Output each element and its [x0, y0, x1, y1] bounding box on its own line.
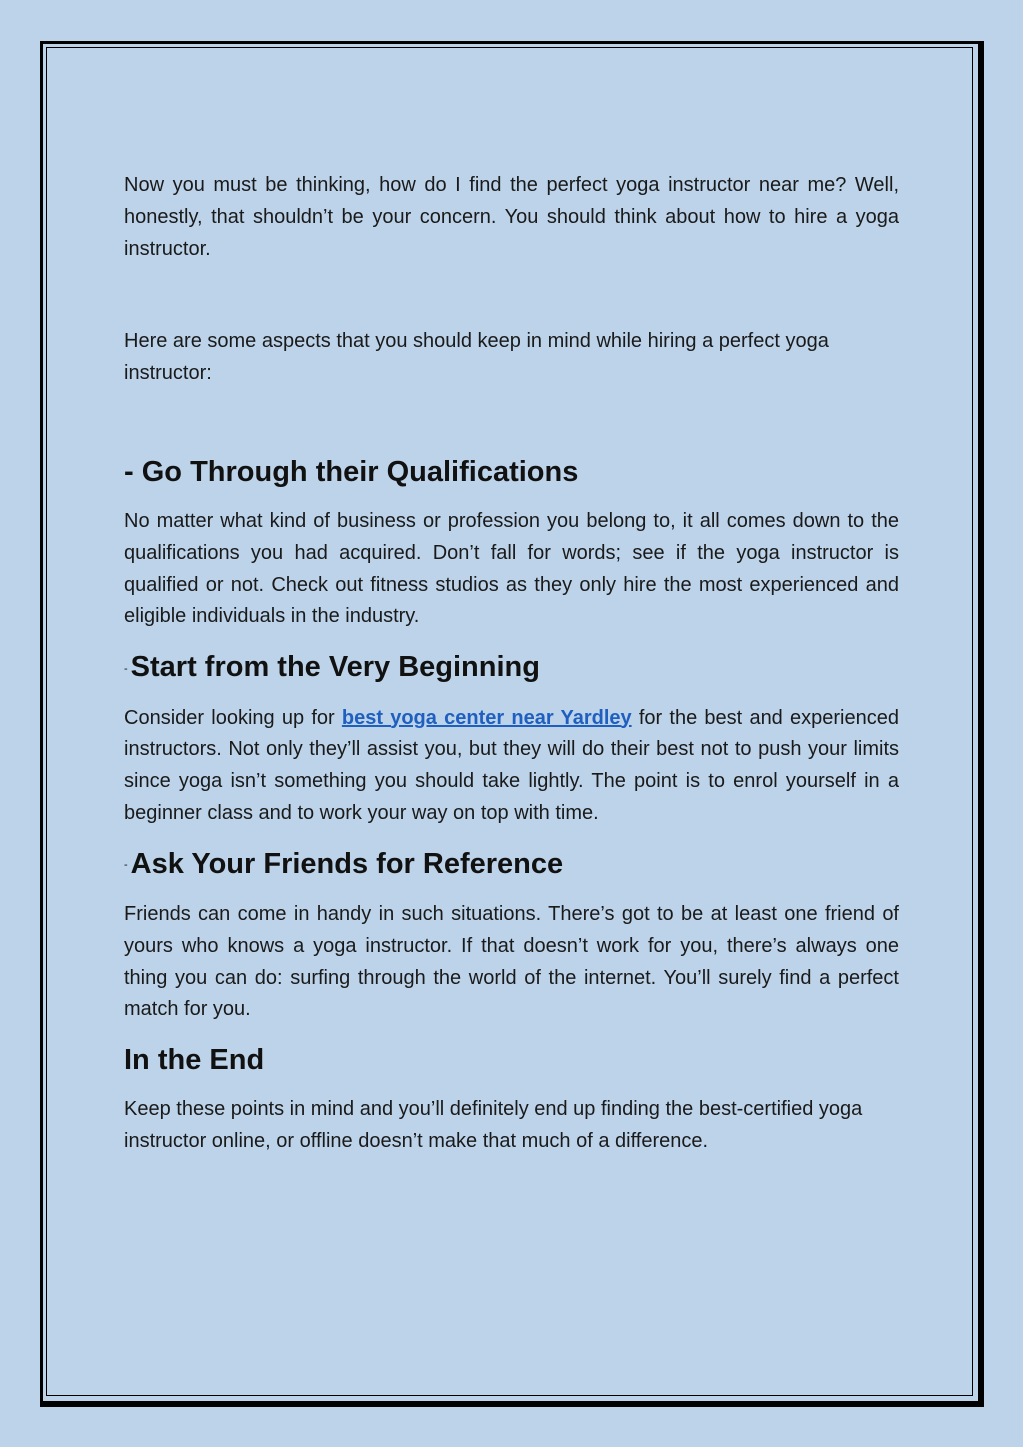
body-text-before-link: Consider looking up for: [124, 706, 342, 729]
yoga-center-link[interactable]: best yoga center near Yardley: [341, 706, 632, 729]
heading-text: Start from the Very Beginning: [130, 651, 540, 684]
section-body-end: Keep these points in mind and you’ll definitely end up finding the best-certified yoga instructor online, or offline doesn’t make that much of a difference.: [124, 1098, 863, 1153]
section-heading-end: In the End: [124, 1044, 265, 1077]
aspects-paragraph: Here are some aspects that you should keep in mind while hiring a perfect yoga instructor:: [124, 330, 829, 385]
heading-dash: -: [124, 859, 128, 872]
heading-dash: -: [124, 662, 128, 675]
section-heading-friends: [124, 846, 899, 883]
section-heading-beginning: [124, 649, 899, 686]
body-text-after-link: for the best and experienced instructors. Not only they’ll assist you, but they will do their best not to push your limits since yoga isn’t something you should take lightly. The point is to enrol yourself in a beginner class and to work your way on top with time.: [124, 706, 899, 824]
section-heading-qualifications: [124, 454, 899, 490]
heading-text: Ask Your Friends for Reference: [130, 847, 564, 880]
heading-dash: -: [124, 455, 134, 488]
document-content: [124, 170, 899, 1158]
intro-paragraph: Now you must be thinking, how do I find the perfect yoga instructor near me? Well, honestly, that shouldn’t be your concern. You should think about how to hire a yoga instructor.: [124, 174, 899, 260]
section-body-friends: Friends can come in handy in such situations. There’s got to be at least one friend of yours who knows a yoga instructor. If that doesn’t work for you, there’s always one thing you can do: surfing through the world of the internet. You’ll surely find a perfect match for you.: [124, 903, 899, 1021]
section-body-beginning: [124, 703, 899, 830]
heading-text: Go Through their Qualifications: [141, 455, 579, 488]
section-body-qualifications: No matter what kind of business or profession you belong to, it all comes down to the qualifications you had acquired. Don’t fall for words; see if the yoga instructor is qualified or not. Check out fitness studios as they only hire the most experienced and eligible individuals in the industry.: [124, 509, 899, 628]
